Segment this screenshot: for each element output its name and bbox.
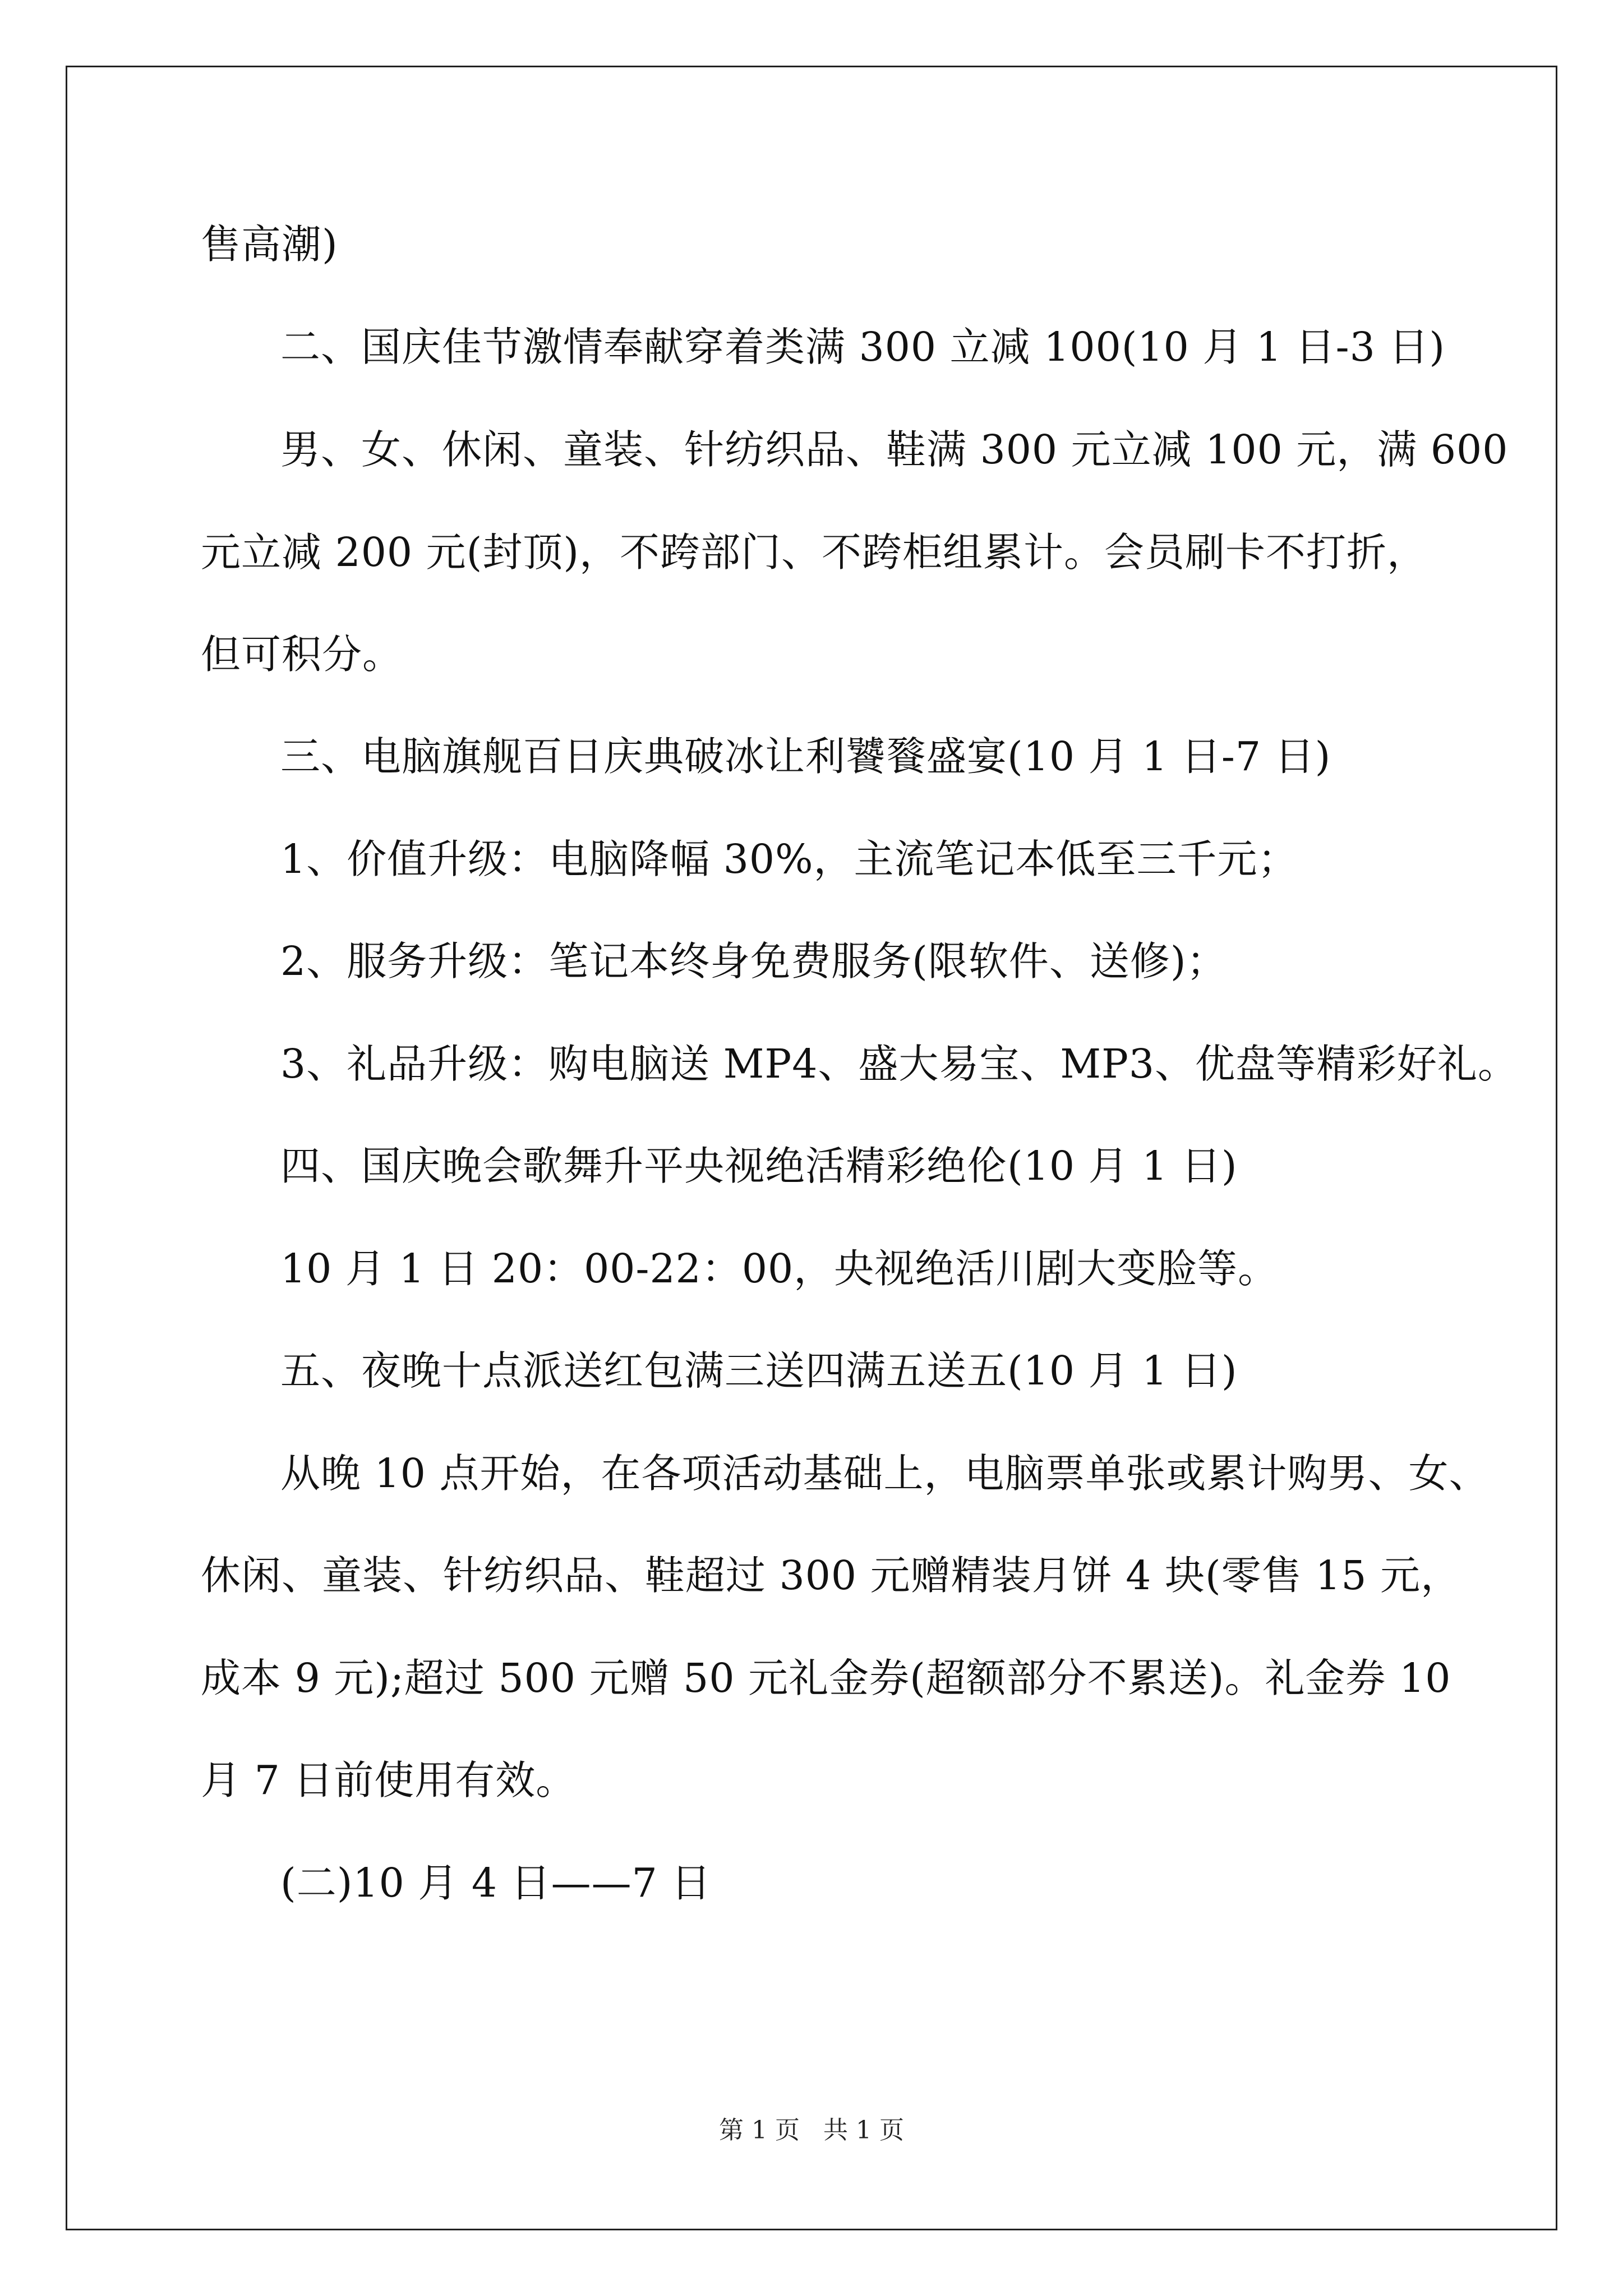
section-heading: 五、夜晚十点派送红包满三送四满五送五(10 月 1 日) [280, 1347, 1238, 1394]
text-line: 月 7 日前使用有效。 [201, 1757, 577, 1803]
text-line: 从晚 10 点开始，在各项活动基础上，电脑票单张或累计购男、女、 [280, 1450, 1490, 1497]
list-item: 1、价值升级：电脑降幅 30%，主流笔记本低至三千元； [280, 836, 1298, 882]
section-heading: 二、国庆佳节激情奉献穿着类满 300 立减 100(10 月 1 日-3 日) [280, 324, 1446, 370]
section-heading: 四、国庆晚会歌舞升平央视绝活精彩绝伦(10 月 1 日) [280, 1143, 1238, 1189]
section-heading: 三、电脑旗舰百日庆典破冰让利饕餮盛宴(10 月 1 日-7 日) [280, 733, 1331, 780]
text-line: 成本 9 元);超过 500 元赠 50 元礼金券(超额部分不累送)。礼金券 10 [201, 1655, 1451, 1701]
text-line: 男、女、休闲、童装、针纺织品、鞋满 300 元立减 100 元，满 600 [280, 426, 1509, 473]
page-footer: 第 1 页 共 1 页 [719, 2116, 904, 2145]
text-line: 元立减 200 元(封顶)，不跨部门、不跨柜组累计。会员刷卡不打折， [201, 529, 1428, 576]
text-line: 休闲、童装、针纺织品、鞋超过 300 元赠精装月饼 4 块(零售 15 元， [201, 1552, 1461, 1599]
list-item: 2、服务升级：笔记本终身免费服务(限软件、送修)； [280, 938, 1227, 984]
text-line: 但可积分。 [201, 631, 403, 678]
text-line: 10 月 1 日 20：00-22：00，央视绝活川剧大变脸等。 [280, 1245, 1279, 1292]
section-heading: (二)10 月 4 日——7 日 [280, 1860, 712, 1906]
text-line: 售高潮) [201, 221, 338, 268]
list-item: 3、礼品升级：购电脑送 MP4、盛大易宝、MP3、优盘等精彩好礼。 [280, 1041, 1519, 1087]
